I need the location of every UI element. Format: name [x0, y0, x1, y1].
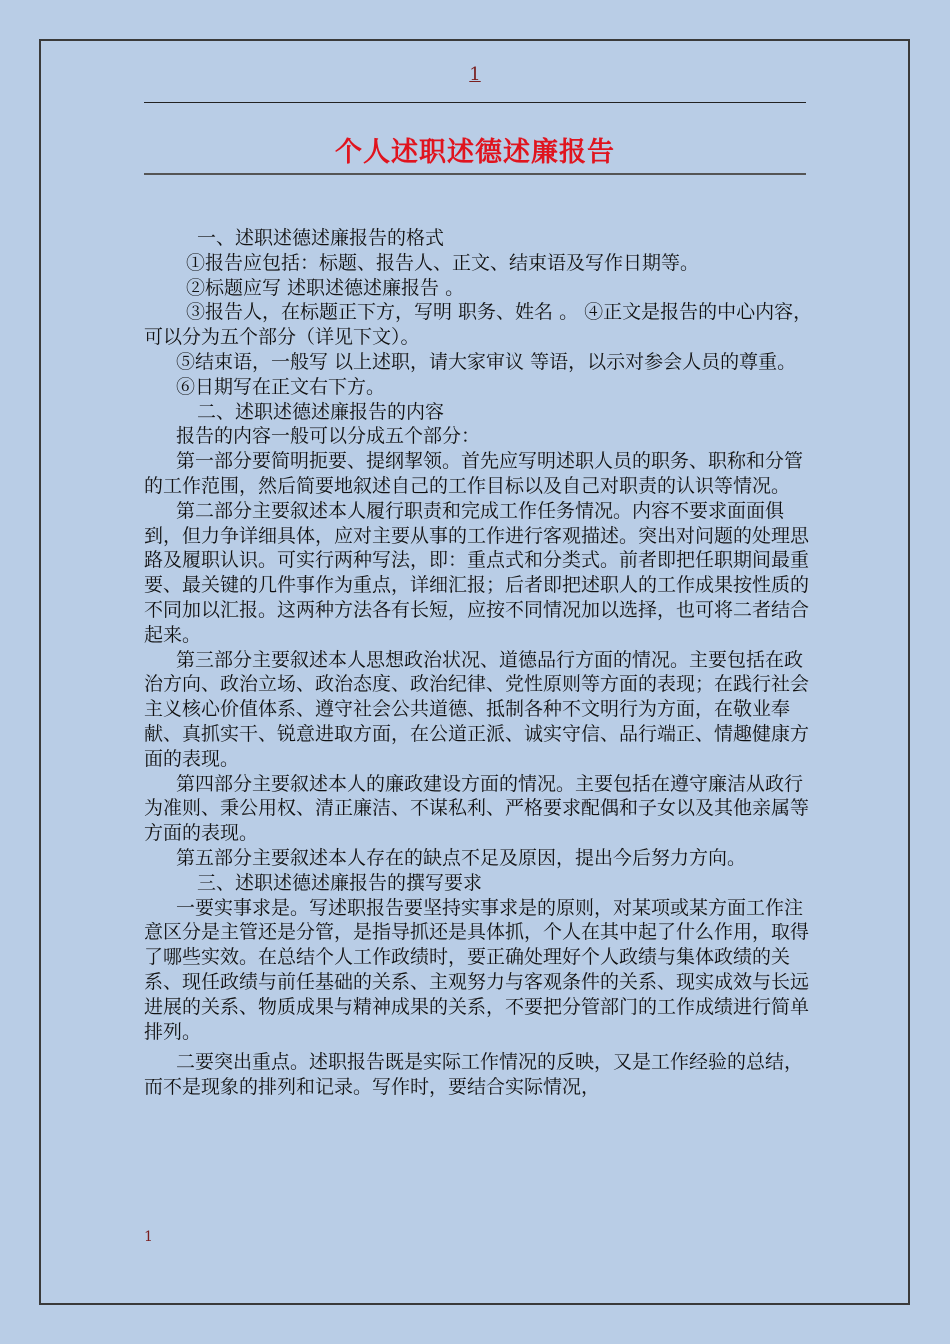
body-paragraph: 第四部分主要叙述本人的廉政建设方面的情况。主要包括在遵守廉洁从政行为准则、秉公用权、清正廉洁、不谋私利、严格要求配偶和子女以及其他亲属等方面的表现。 [144, 772, 810, 845]
body-paragraph: ⑥日期写在正文右下方。 [176, 375, 386, 398]
header-page-number: 1 [469, 64, 481, 85]
body-paragraph: 第二部分主要叙述本人履行职责和完成工作任务情况。内容不要求面面俱到，但力争详细具体，应对主要从事的工作进行客观描述。突出对问题的处理思路及履职认识。可实行两种写法，即：重点式和分类式。前者即把任职期间最重要、最关键的几件事作为重点，详细汇报；后者即把述职人的工作成果按性质的不同加以汇报。这两种方法各有长短，应按不同情况加以选择，也可将二者结合起来。 [144, 499, 810, 646]
body-paragraph: 报告的内容一般可以分成五个部分： [176, 425, 481, 448]
body-paragraph: 三、述职述德述廉报告的撰写要求 [197, 871, 483, 894]
body-paragraph: ③报告人，在标题正下方，写明 职务、姓名 。 ④正文是报告的中心内容，可以分为五个部分（详见下文）。 [144, 301, 813, 349]
body-paragraph: 一、述职述德述廉报告的格式 [197, 227, 445, 249]
body-paragraph: 二要突出重点。述职报告既是实际工作情况的反映，又是工作经验的总结，而不是现象的排列和记录。写作时，要结合实际情况， [144, 1051, 804, 1099]
body-paragraph: ①报告应包括：标题、报告人、正文、结束语及写作日期等。 [186, 251, 700, 274]
body-paragraph: 第五部分主要叙述本人存在的缺点不足及原因，提出今后努力方向。 [176, 846, 747, 869]
body-paragraph: ②标题应写 述职述德述廉报告 。 [186, 276, 465, 299]
title-divider [144, 173, 806, 175]
header-divider [144, 102, 806, 103]
body-paragraph: 一要实事求是。写述职报告要坚持实事求是的原则，对某项或某方面工作注意区分是主管还是分管，是指导抓还是具体抓，个人在其中起了什么作用，取得了哪些实效。在总结个人工作政绩时，要正确处理好个人政绩与集体政绩的关系、现任政绩与前任基础的关系、主观努力与客观条件的关系、现实成效与长远进展的关系、物质成果与精神成果的关系，不要把分管部门的工作成绩进行简单排列。 [144, 896, 810, 1043]
body-paragraph: 二、述职述德述廉报告的内容 [197, 400, 445, 423]
document-title: 个人述职述德述廉报告 [335, 137, 615, 168]
body-paragraph: ⑤结束语，一般写 以上述职，请大家审议 等语，以示对参会人员的尊重。 [176, 350, 797, 373]
document-body [144, 226, 816, 1100]
body-paragraph: 第三部分主要叙述本人思想政治状况、道德品行方面的情况。主要包括在政治方向、政治立场、政治态度、政治纪律、党性原则等方面的表现；在践行社会主义核心价值体系、遵守社会公共道德、抵制各种不文明行为方面，在敬业奉献、真抓实干、锐意进取方面，在公道正派、诚实守信、品行端正、情趣健康方面的表现。 [144, 648, 810, 770]
body-paragraph: 第一部分要简明扼要、提纲挈领。首先应写明述职人员的职务、职称和分管的工作范围，然后简要地叙述自己的工作目标以及自己对职责的认识等情况。 [144, 450, 804, 497]
footer-page-number: 1 [144, 1229, 153, 1245]
